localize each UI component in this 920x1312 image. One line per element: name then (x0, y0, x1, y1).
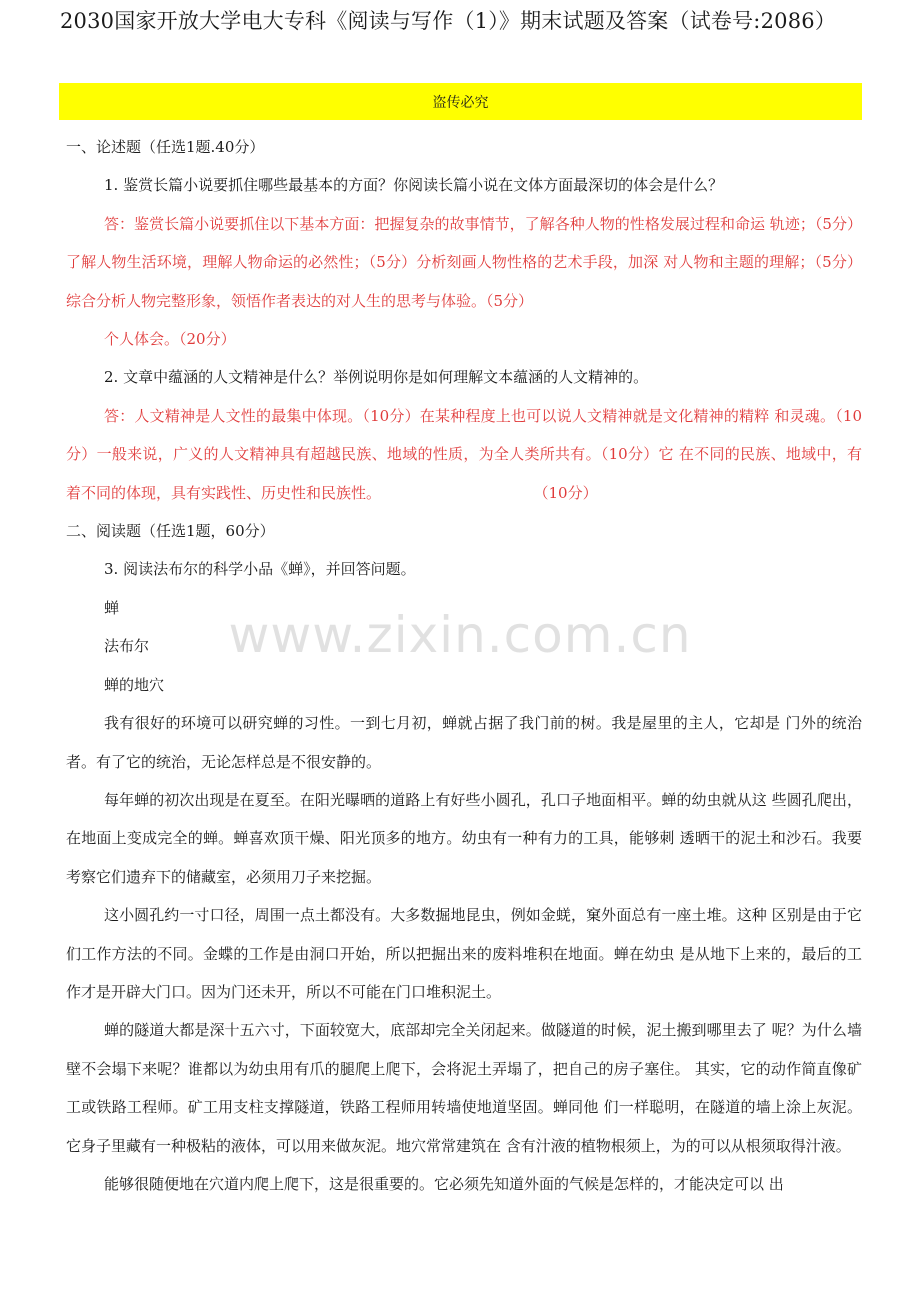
answer-2-points: （10分） (541, 483, 598, 502)
section2-heading: 二、阅读题（任选1题，60分） (66, 522, 275, 541)
question-3: 3. 阅读法布尔的科学小品《蝉》，并回答问题。 (104, 560, 416, 579)
essay-paragraph-4: 蝉的隧道大都是深十五六寸，下面较宽大，底部却完全关闭起来。做隧道的时候，泥土搬到哪里去了 呢？为什么墙壁不会塌下来呢？谁都以为幼虫用有爪的腿爬上爬下，会将泥土弄塌了，把自己的房子塞住。 其实，它的动作简直像矿工或铁路工程师。矿工用支柱支撑隧道，铁路工程师用转墙使地道坚固。蝉同他 们一样聪明，在隧道的墙上涂上灰泥。它身子里藏有一种极粘的液体，可以用来做灰泥。地穴常常建筑在 含有汁液的植物根须上，为的可以从根须取得汁液。 (66, 1021, 862, 1155)
essay-title: 蝉 (104, 598, 120, 617)
question-2: 2. 文章中蕴涵的人文精神是什么？举例说明你是如何理解文本蕴涵的人文精神的。 (104, 368, 649, 387)
essay-subtitle: 蝉的地穴 (104, 675, 165, 694)
document-title: 2030国家开放大学电大专科《阅读与写作（1）》期末试题及答案（试卷号:2086） (60, 9, 837, 33)
answer-1: 答：鉴赏长篇小说要抓住以下基本方面：把握复杂的故事情节，了解各种人物的性格发展过程和命运 轨迹；（5分）了解人物生活环境，理解人物命运的必然性；（5分）分析刻画人物性格的艺术手段，加深 对人物和主题的理解；（5分）综合分析人物完整形象，领悟作者表达的对人生的思考与体验。（5分） (66, 214, 862, 310)
section1-heading: 一、论述题（任选1题.40分） (66, 138, 265, 156)
document-body (66, 128, 862, 1203)
question-1: 1. 鉴赏长篇小说要抓住哪些最基本的方面？你阅读长篇小说在文体方面最深切的体会是什么？ (104, 176, 724, 195)
essay-paragraph-1: 我有很好的环境可以研究蝉的习性。一到七月初，蝉就占据了我门前的树。我是屋里的主人，它却是 门外的统治者。有了它的统治，无论怎样总是不很安静的。 (66, 714, 862, 771)
essay-paragraph-2: 每年蝉的初次出现是在夏至。在阳光曝晒的道路上有好些小圆孔，孔口子地面相平。蝉的幼虫就从这 些圆孔爬出，在地面上变成完全的蝉。蝉喜欢顶干燥、阳光顶多的地方。幼虫有一种有力的工具，能够刺 透晒干的泥土和沙石。我要考察它们遗弃下的储藏室，必须用刀子来挖掘。 (66, 790, 862, 886)
banner-text: 盗传必究 (432, 94, 489, 111)
piracy-banner (59, 83, 862, 120)
essay-author: 法布尔 (104, 637, 150, 656)
site-watermark: www.zixin.com.cn (228, 606, 692, 664)
answer-2 (66, 397, 862, 512)
answer-1-personal: 个人体会。（20分） (104, 330, 236, 349)
answer-2-text: 答：人文精神是人文性的最集中体现。（10分）在某种程度上也可以说人文精神就是文化精神的精粹 和灵魂。（10分）一般来说，广义的人文精神具有超越民族、地域的性质，为全人类所共有。（10分）它 在不同的民族、地域中，有着不同的体现，具有实践性、历史性和民族性。 (66, 406, 862, 502)
essay-paragraph-5: 能够很随便地在穴道内爬上爬下，这是很重要的。它必须先知道外面的气候是怎样的，才能决定可以 出 (104, 1174, 784, 1193)
essay-paragraph-3: 这小圆孔约一寸口径，周围一点土都没有。大多数掘地昆虫，例如金蜣，窠外面总有一座土堆。这种 区别是由于它们工作方法的不同。金蝶的工作是由洞口开始，所以把掘出来的废料堆积在地面。蝉在幼虫 是从地下上来的，最后的工作才是开辟大门口。因为门还未开，所以不可能在门口堆积泥土。 (66, 906, 862, 1001)
